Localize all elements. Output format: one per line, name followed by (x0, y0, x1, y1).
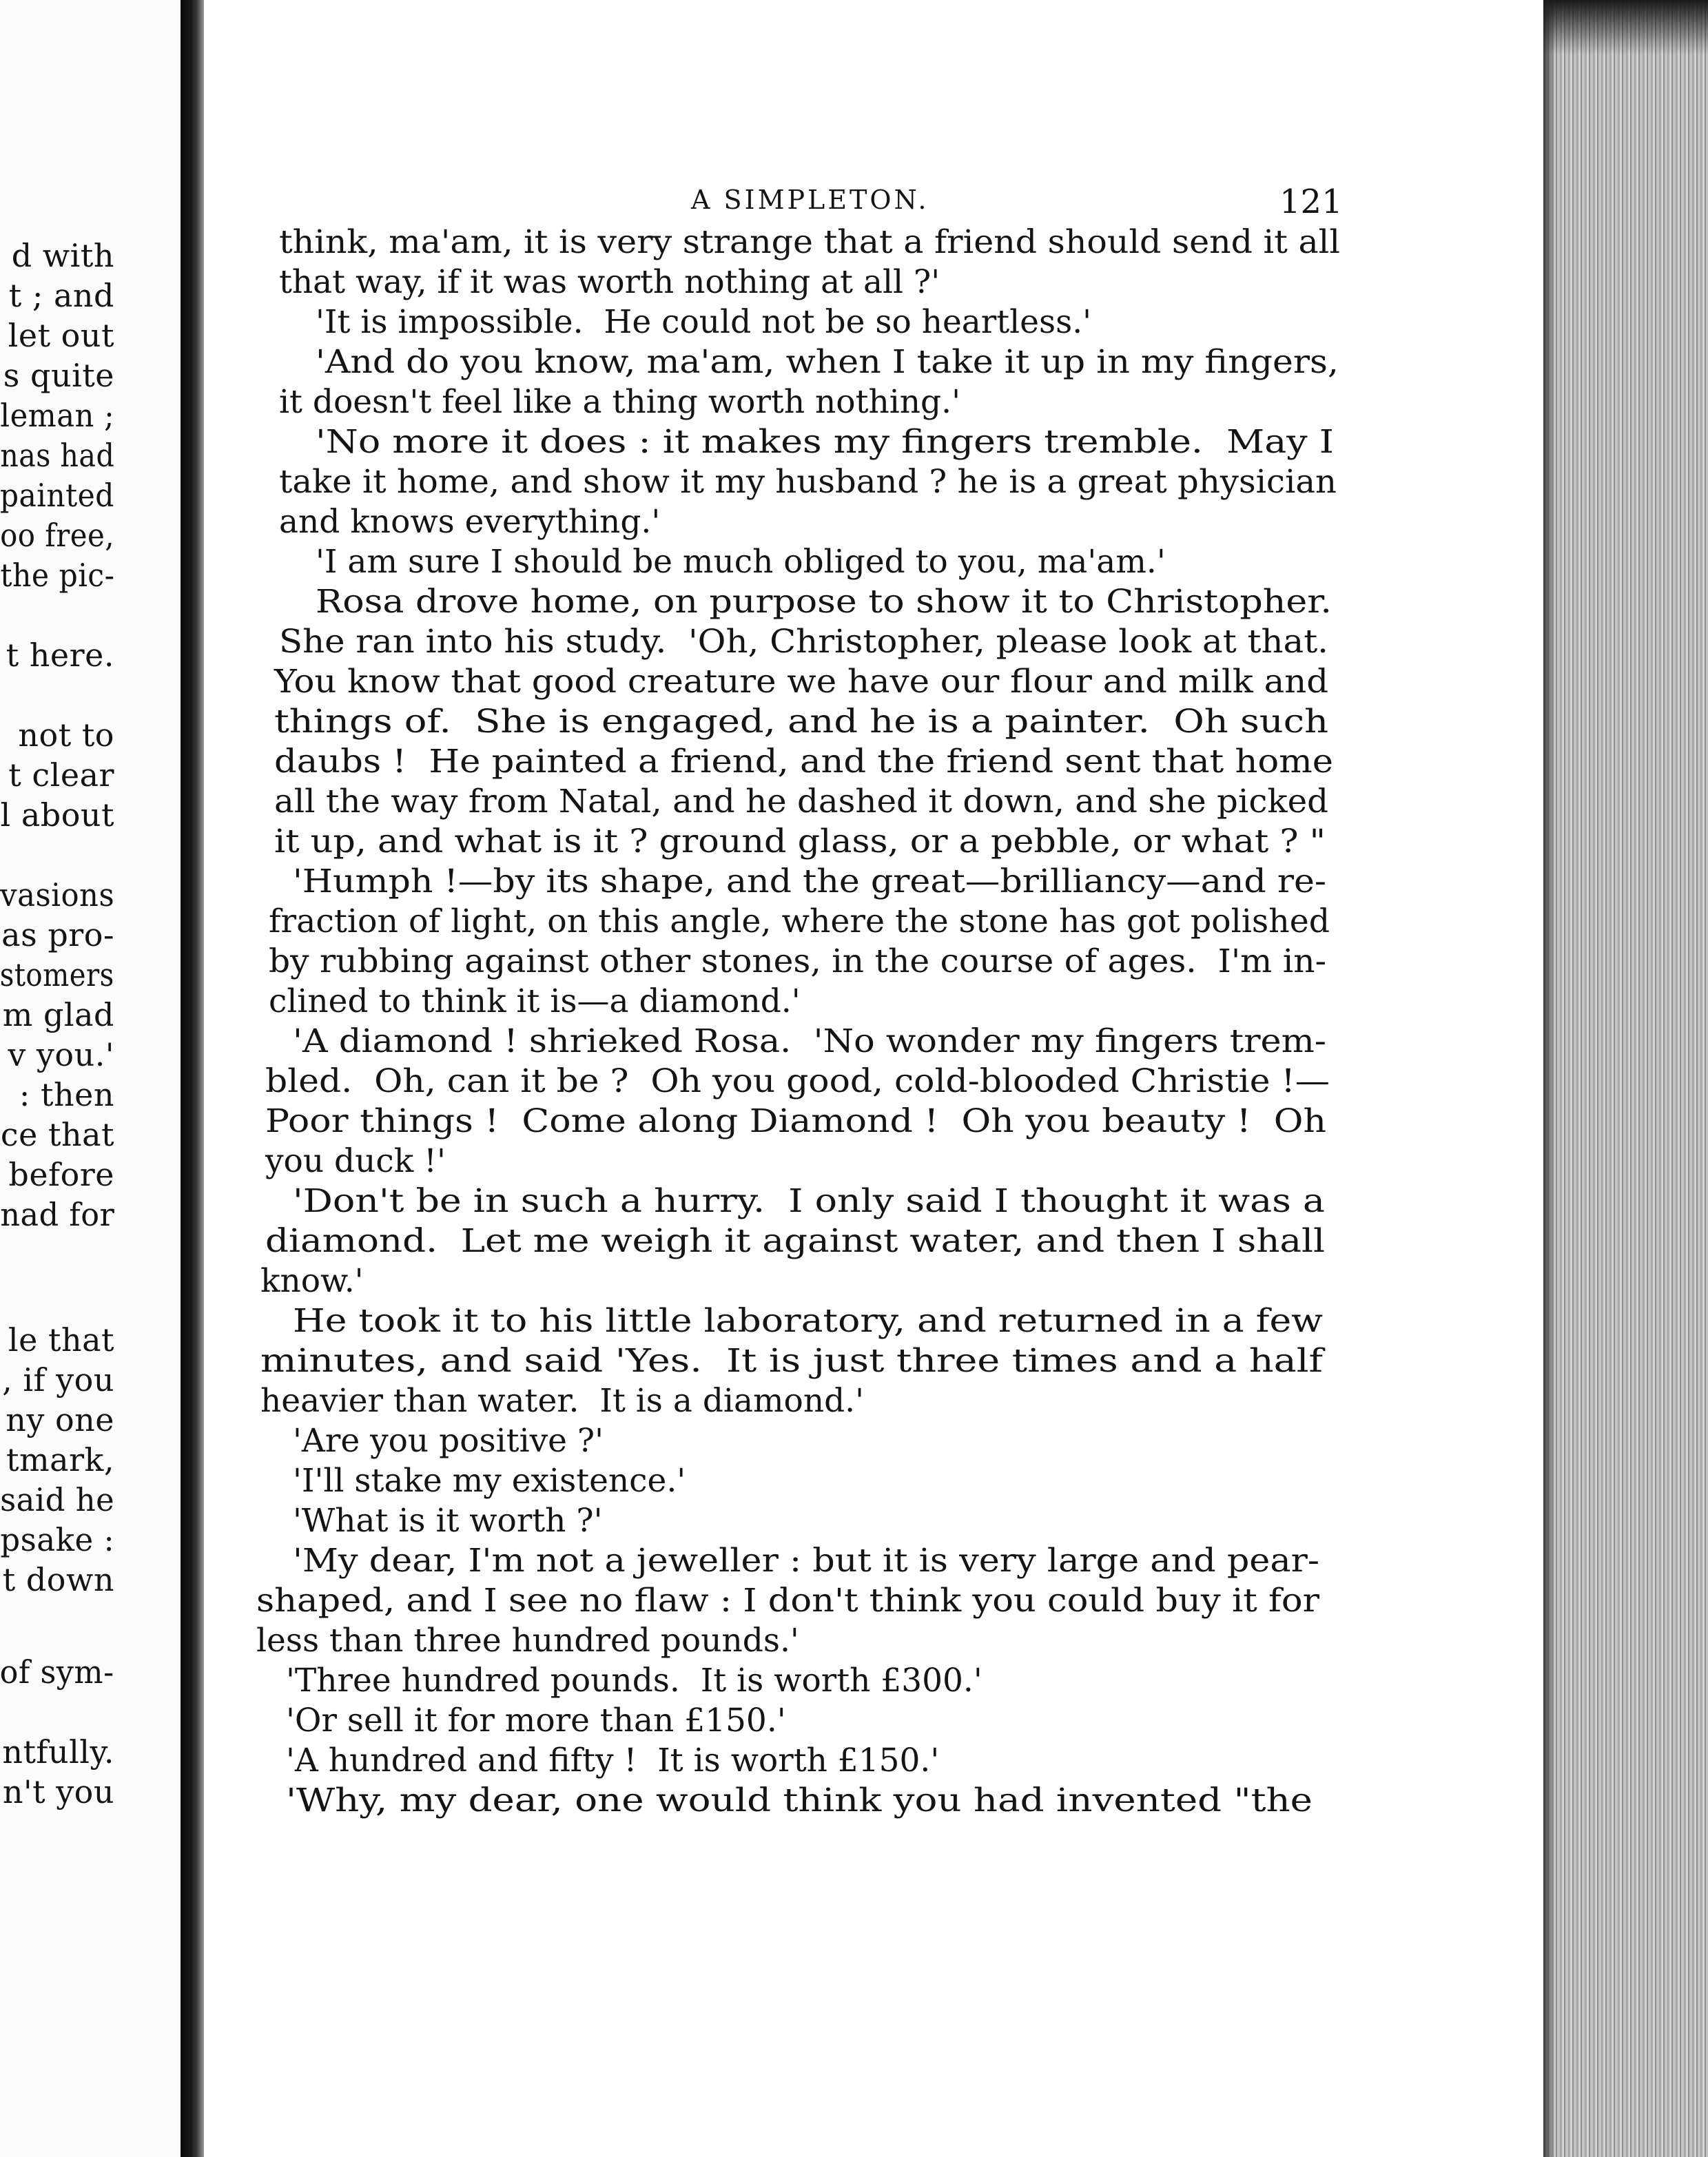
text-line: bled. Oh, can it be ? Oh you good, cold-blooded Christie !— (265, 1062, 1330, 1100)
text-line: 'My dear, I'm not a jeweller : but it is very large and pear- (293, 1542, 1319, 1580)
text-line: you duck !' (265, 1142, 446, 1180)
text-line: 'I am sure I should be much obliged to you, ma'am.' (316, 543, 1166, 581)
facing-page-line: m glad (2, 996, 114, 1033)
facing-page-line: t down (2, 1561, 114, 1598)
text-line: things of. She is engaged, and he is a painter. Oh such (274, 703, 1328, 741)
text-line: clined to think it is—a diamond.' (269, 982, 801, 1020)
facing-page-line: t ; and (8, 277, 114, 314)
text-line: by rubbing against other stones, in the course of ages. I'm in- (269, 942, 1326, 980)
text-line: take it home, and show it my husband ? he is a great physician (279, 463, 1337, 501)
text-line: 'A diamond ! shrieked Rosa. 'No wonder my fingers trem- (293, 1022, 1327, 1060)
text-line: fraction of light, on this angle, where the stone has got polished (269, 902, 1330, 940)
text-line: Rosa drove home, on purpose to show it to Christopher. (316, 583, 1333, 621)
facing-page-line: n't you (2, 1773, 114, 1810)
facing-page-line: vasions (0, 876, 114, 914)
facing-page-line: leman ; (0, 397, 114, 434)
scan-shadow (1543, 0, 1708, 55)
facing-page-line: , if you (2, 1361, 114, 1399)
facing-page-line: tmark, (6, 1441, 114, 1478)
facing-page-text (0, 0, 181, 2157)
facing-page-line: l about (0, 796, 114, 834)
text-line: all the way from Natal, and he dashed it down, and she picked (274, 783, 1329, 821)
text-line: She ran into his study. 'Oh, Christopher, please look at that. (279, 623, 1329, 661)
facing-page-line: the pic- (0, 557, 114, 594)
text-line: 'I'll stake my existence.' (293, 1462, 686, 1500)
page-number: 121 (1279, 183, 1343, 221)
facing-page-line: let out (8, 317, 114, 354)
facing-page-line: t here. (6, 637, 114, 674)
text-line: that way, if it was worth nothing at all ?' (279, 263, 940, 301)
text-line: 'Are you positive ?' (293, 1422, 604, 1460)
facing-page-line: oo free, (0, 517, 114, 554)
facing-page-line: painted (0, 477, 114, 514)
facing-page-line: not to (18, 716, 114, 754)
facing-page-line: v you.' (8, 1036, 114, 1073)
text-line: 'Don't be in such a hurry. I only said I thought it was a (293, 1182, 1326, 1220)
text-line: 'A hundred and fifty ! It is worth £150.' (286, 1742, 940, 1779)
facing-page-line: ntfully. (2, 1733, 114, 1771)
text-line: 'What is it worth ?' (293, 1502, 603, 1540)
text-line: 'Or sell it for more than £150.' (286, 1702, 786, 1740)
text-line: daubs ! He painted a friend, and the friend sent that home (274, 743, 1333, 781)
facing-page-line: d with (11, 237, 114, 274)
text-line: and knows everything.' (279, 503, 661, 541)
facing-page-line: said he (0, 1481, 114, 1518)
facing-page-line: : then (19, 1076, 114, 1113)
text-line: diamond. Let me weigh it against water, and then I shall (265, 1222, 1325, 1260)
text-line: You know that good creature we have our flour and milk and (274, 663, 1328, 701)
facing-page-line: stomers (0, 956, 114, 993)
facing-page-line: of sym- (0, 1653, 114, 1691)
text-line: know.' (260, 1262, 364, 1300)
facing-page-line: t clear (8, 756, 114, 794)
text-line: it up, and what is it ? ground glass, or a pebble, or what ? " (274, 823, 1326, 860)
facing-page-line: le that (8, 1321, 114, 1359)
text-line: 'Humph !—by its shape, and the great—brilliancy—and re- (293, 863, 1326, 900)
text-line: think, ma'am, it is very strange that a friend should send it all (279, 223, 1340, 261)
text-line: minutes, and said 'Yes. It is just three times and a half (260, 1342, 1323, 1380)
text-line: 'And do you know, ma'am, when I take it up in my fingers, (316, 343, 1339, 381)
text-line: shaped, and I see no flaw : I don't think you could buy it for (256, 1582, 1319, 1620)
facing-page-line: psake : (0, 1521, 114, 1558)
facing-page-line: s quite (3, 357, 114, 394)
facing-page-line: nad for (0, 1196, 114, 1233)
text-line: He took it to his little laboratory, and returned in a few (293, 1302, 1323, 1340)
text-line: 'No more it does : it makes my fingers tremble. May I (316, 423, 1334, 461)
text-line: less than three hundred pounds.' (256, 1622, 799, 1660)
text-line: heavier than water. It is a diamond.' (260, 1382, 865, 1420)
page-block-edge (1543, 0, 1708, 2157)
facing-page-edge (0, 0, 181, 2157)
text-line: 'Three hundred pounds. It is worth £300.' (286, 1662, 982, 1700)
text-line: 'It is impossible. He could not be so heartless.' (316, 303, 1092, 341)
text-line: Poor things ! Come along Diamond ! Oh you beauty ! Oh (265, 1102, 1326, 1140)
facing-page-line: nas had (0, 437, 114, 474)
facing-page-line: before (8, 1156, 114, 1193)
text-line: it doesn't feel like a thing worth nothing.' (279, 383, 960, 421)
facing-page-line: ce that (0, 1116, 114, 1153)
facing-page-line: as pro- (1, 916, 114, 953)
facing-page-line: ny one (6, 1401, 114, 1438)
text-line: 'Why, my dear, one would think you had invented "the (286, 1782, 1313, 1819)
book-gutter (181, 0, 204, 2157)
running-head: A SIMPLETON. (691, 185, 929, 215)
